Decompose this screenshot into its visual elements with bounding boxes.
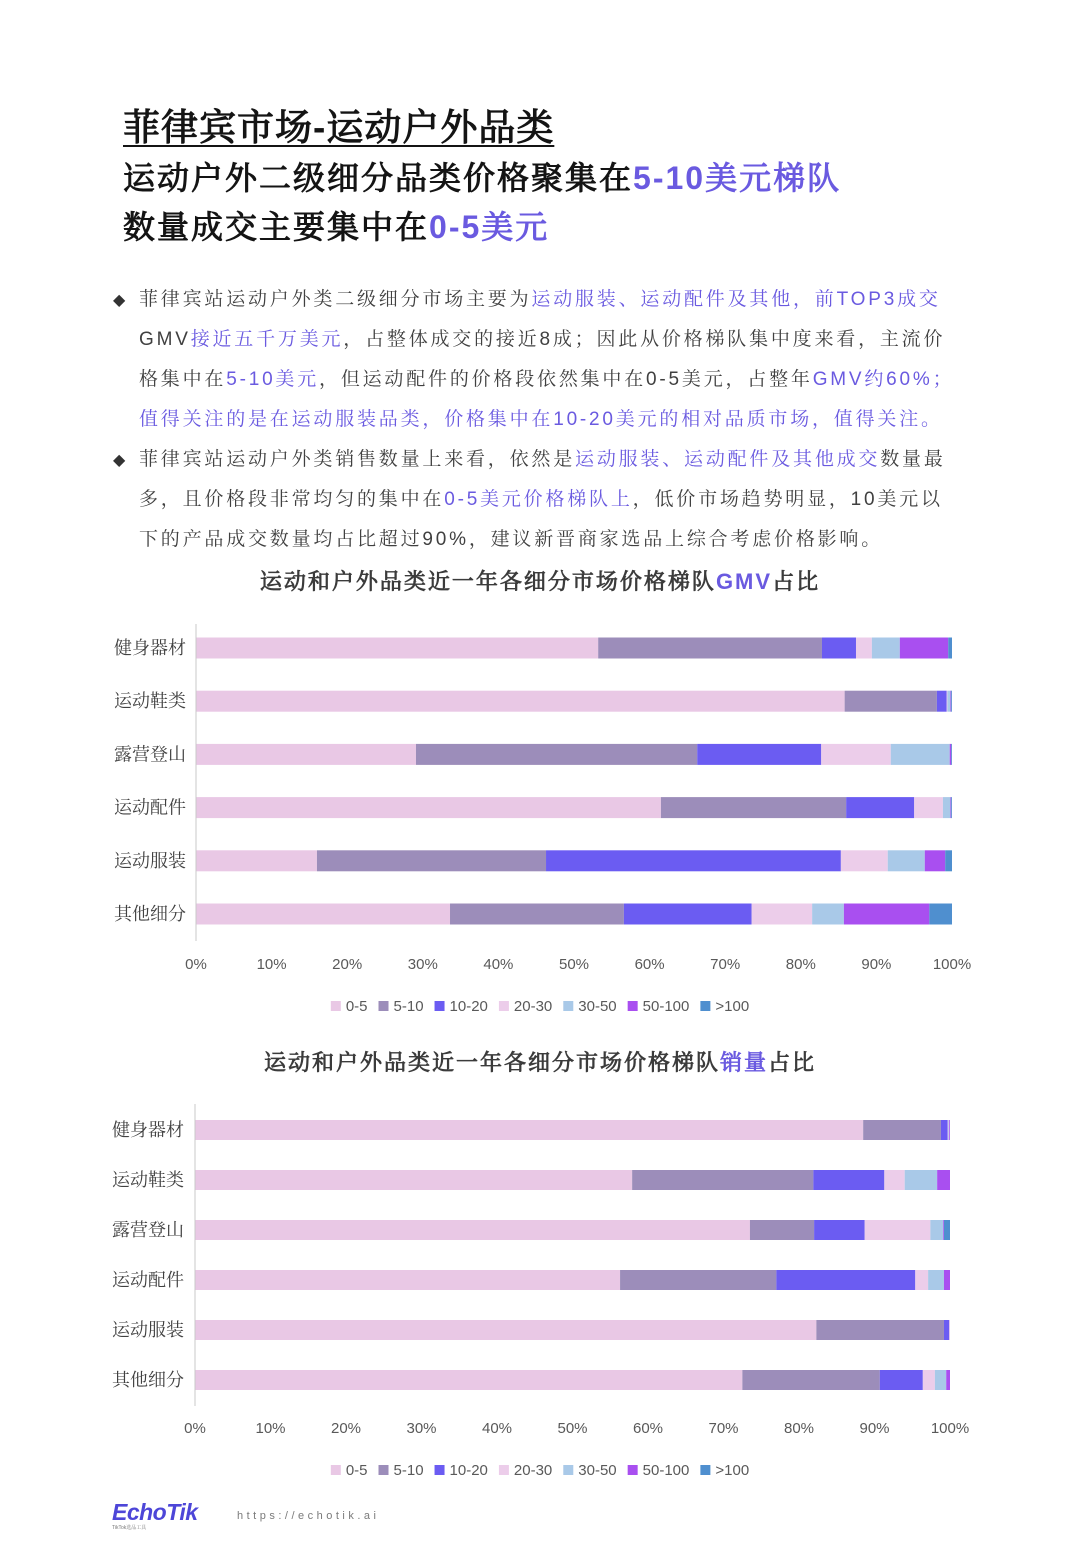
- bar-segment-c6-s4: [752, 904, 812, 925]
- bar-segment-c3-s2: [750, 1220, 814, 1240]
- bar-segment-c1-s2: [863, 1120, 941, 1140]
- category-label: 运动配件: [112, 1270, 184, 1291]
- legend-label: 0-5: [345, 1462, 368, 1479]
- x-tick-label: 70%: [708, 1420, 739, 1437]
- bar-segment-c4-s6: [950, 797, 951, 818]
- bar-segment-c1-s3: [941, 1120, 948, 1140]
- bar-segment-c3-s6: [943, 1220, 944, 1240]
- bar-segment-c5-s7: [945, 850, 952, 871]
- logo-tagline: TikTok选品工具: [112, 1525, 147, 1531]
- legend-item: [499, 1462, 552, 1479]
- highlight-text: 5-10美元梯队: [633, 160, 842, 196]
- text-run: 占比: [768, 1050, 817, 1075]
- category-label: 运动服装: [112, 1320, 184, 1341]
- legend-item: [379, 998, 424, 1015]
- bar-segment-c1-s5: [872, 638, 900, 659]
- echotik-logo: EchoTik: [112, 1499, 198, 1525]
- legend-item: [628, 1462, 690, 1479]
- sales-volume-share-chart: [112, 1104, 969, 1479]
- legend-swatch: [379, 1001, 389, 1011]
- bar-segment-c2-s1: [196, 691, 845, 712]
- x-tick-label: 30%: [406, 1420, 437, 1437]
- legend-label: >100: [715, 1462, 750, 1479]
- bar-segment-c3-s1: [195, 1220, 750, 1240]
- highlight-text: 销量: [719, 1050, 768, 1075]
- x-tick-label: 50%: [557, 1420, 588, 1437]
- legend-label: 0-5: [345, 998, 368, 1015]
- bar-segment-c4-s3: [846, 797, 914, 818]
- x-tick-label: 10%: [255, 1420, 286, 1437]
- headline-price-cluster: [123, 156, 841, 200]
- text-run: 菲律宾站运动户外类二级细分市场主要为: [139, 289, 532, 310]
- bar-segment-c4-s7: [951, 797, 952, 818]
- legend-item: [379, 1462, 424, 1479]
- bar-segment-c1-s4: [856, 638, 872, 659]
- text-run: 多，且价格段非常均匀的集中在: [139, 489, 445, 510]
- bar-segment-c6-s2: [742, 1370, 879, 1390]
- bar-segment-c4-s5: [928, 1270, 944, 1290]
- highlight-text: GMV: [715, 569, 773, 594]
- category-label: 运动鞋类: [112, 1170, 184, 1191]
- text-run: 下的产品成交数量均占比超过90%，建议新晋商家选品上综合考虑价格影响。: [139, 529, 884, 550]
- text-run: 格集中在: [139, 369, 227, 390]
- bar-segment-c5-s5: [888, 850, 925, 871]
- legend-swatch: [435, 1001, 445, 1011]
- bar-segment-c3-s7: [944, 1220, 950, 1240]
- x-tick-label: 0%: [185, 956, 207, 973]
- legend-label: 50-100: [642, 1462, 690, 1479]
- text-run: 运动和户外品类近一年各细分市场价格梯队: [259, 569, 716, 594]
- bar-segment-c5-s4: [841, 850, 888, 871]
- bar-segment-c1-s7: [948, 638, 952, 659]
- legend-swatch: [628, 1465, 638, 1475]
- text-run: 数量最: [880, 449, 946, 470]
- legend-swatch: [700, 1465, 710, 1475]
- bar-segment-c1-s6: [900, 638, 948, 659]
- diamond-bullet-icon: ◆: [113, 290, 126, 309]
- bar-segment-c6-s2: [450, 904, 624, 925]
- legend-label: 10-20: [449, 998, 488, 1015]
- highlight-text: 0-5美元: [429, 209, 550, 245]
- legend-item: [331, 998, 368, 1015]
- bar-segment-c5-s2: [317, 850, 546, 871]
- highlight-text: 运动服装、运动配件及其他，前TOP3成交: [531, 289, 941, 310]
- bar-segment-c2-s3: [813, 1170, 884, 1190]
- bar-segment-c2-s2: [632, 1170, 813, 1190]
- category-label: 露营登山: [114, 744, 186, 766]
- text-run: 占比: [772, 569, 821, 594]
- x-tick-label: 20%: [332, 956, 363, 973]
- bar-segment-c1-s1: [195, 1120, 863, 1140]
- legend-label: 20-30: [513, 998, 553, 1015]
- bar-segment-c6-s5: [935, 1370, 946, 1390]
- legend-label: >100: [715, 998, 750, 1015]
- legend-swatch: [379, 1465, 389, 1475]
- bar-segment-c3-s3: [814, 1220, 865, 1240]
- bullet-text-line: [139, 360, 954, 400]
- highlight-text: 运动服装、运动配件及其他成交: [575, 449, 881, 470]
- bar-segment-c1-s3: [822, 638, 856, 659]
- bar-segment-c3-s2: [416, 744, 697, 765]
- headline-volume-cluster: [123, 205, 549, 249]
- bullet-text-line: [139, 520, 883, 560]
- bar-segment-c3-s6: [950, 744, 952, 765]
- bar-segment-c5-s4: [949, 1320, 950, 1340]
- bar-segment-c2-s4: [884, 1170, 904, 1190]
- x-tick-label: 60%: [634, 956, 665, 973]
- text-run: ，但运动配件的价格段依然集中在0-5美元，占整年: [319, 369, 813, 390]
- highlight-text: 值得关注的是在运动服装品类，价格集中在10-20美元的相对品质市场，值得关注。: [139, 409, 943, 430]
- bar-segment-c1-s4: [948, 1120, 949, 1140]
- bullet-text-line: [139, 440, 946, 480]
- legend-label: 10-20: [449, 1462, 488, 1479]
- highlight-text: GMV约60%；: [812, 369, 955, 390]
- category-label: 露营登山: [112, 1220, 184, 1241]
- bar-segment-c6-s4: [923, 1370, 935, 1390]
- bar-segment-c4-s6: [944, 1270, 950, 1290]
- category-label: 运动鞋类: [114, 691, 186, 713]
- page-title: 菲律宾市场-运动户外品类: [123, 107, 555, 148]
- bar-segment-c1-s1: [196, 638, 598, 659]
- legend-item: [435, 1462, 488, 1479]
- bar-segment-c4-s1: [195, 1270, 620, 1290]
- bullet-text-line: [139, 480, 943, 520]
- bar-segment-c6-s3: [624, 904, 752, 925]
- bar-segment-c3-s5: [930, 1220, 943, 1240]
- bar-segment-c6-s6: [946, 1370, 950, 1390]
- highlight-text: 5-10美元: [226, 369, 320, 390]
- text-run: 运动和户外品类近一年各细分市场价格梯队: [263, 1050, 720, 1075]
- legend-label: 30-50: [578, 1462, 617, 1479]
- bar-segment-c6-s3: [880, 1370, 923, 1390]
- bullet-text-line: [139, 400, 943, 440]
- legend-item: [700, 998, 749, 1015]
- legend-item: [499, 998, 552, 1015]
- legend-swatch: [435, 1465, 445, 1475]
- category-label: 其他细分: [112, 1370, 184, 1391]
- x-tick-label: 70%: [710, 956, 741, 973]
- bar-segment-c5-s3: [546, 850, 841, 871]
- bar-segment-c2-s3: [937, 691, 947, 712]
- bar-segment-c1-s5: [948, 1120, 949, 1140]
- bar-segment-c4-s5: [943, 797, 951, 818]
- legend-swatch: [499, 1001, 509, 1011]
- bar-segment-c6-s7: [929, 904, 952, 925]
- bar-segment-c4-s4: [915, 1270, 928, 1290]
- bar-segment-c4-s2: [661, 797, 846, 818]
- x-tick-label: 90%: [859, 1420, 890, 1437]
- legend-label: 5-10: [393, 1462, 424, 1479]
- bullet-text-line: [139, 320, 945, 360]
- x-tick-label: 60%: [632, 1420, 664, 1437]
- diamond-bullet-icon: ◆: [113, 450, 126, 469]
- legend-label: 5-10: [393, 998, 424, 1015]
- category-label: 健身器材: [114, 638, 186, 659]
- bar-segment-c4-s3: [776, 1270, 915, 1290]
- bar-segment-c2-s5: [947, 691, 950, 712]
- bar-segment-c6-s1: [195, 1370, 742, 1390]
- legend-swatch: [563, 1001, 573, 1011]
- bar-segment-c3-s4: [865, 1220, 931, 1240]
- category-label: 运动服装: [114, 850, 186, 872]
- highlight-text: 接近五千万美元: [190, 329, 344, 350]
- bar-segment-c5-s1: [196, 850, 317, 871]
- legend-swatch: [563, 1465, 573, 1475]
- legend: [331, 998, 749, 1015]
- legend-swatch: [700, 1001, 710, 1011]
- bar-segment-c1-s6: [949, 1120, 950, 1140]
- bar-segment-c2-s7: [951, 691, 952, 712]
- x-tick-label: 20%: [330, 1420, 362, 1437]
- x-tick-label: 100%: [932, 956, 972, 973]
- bar-segment-c2-s4: [947, 691, 948, 712]
- highlight-text: 0-5美元价格梯队上: [444, 489, 633, 510]
- category-label: 运动配件: [114, 797, 186, 819]
- bar-segment-c3-s3: [697, 744, 821, 765]
- gmv-chart-title: [0, 567, 1080, 597]
- text-run: ，低价市场趋势明显，10美元以: [632, 489, 943, 510]
- bar-segment-c2-s5: [905, 1170, 937, 1190]
- x-tick-label: 80%: [783, 1420, 815, 1437]
- text-run: ，占整体成交的接近8成；因此从价格梯队集中度来看，主流价: [343, 329, 946, 350]
- bar-segment-c4-s4: [914, 797, 943, 818]
- legend-label: 30-50: [578, 998, 617, 1015]
- bar-segment-c6-s1: [196, 904, 450, 925]
- bar-segment-c5-s1: [195, 1320, 816, 1340]
- bar-segment-c5-s6: [925, 850, 945, 871]
- x-tick-label: 100%: [930, 1420, 970, 1437]
- bar-segment-c3-s7: [951, 744, 952, 765]
- gmv-share-chart: [114, 624, 971, 1015]
- legend-swatch: [499, 1465, 509, 1475]
- footer-url: https://echotik.ai: [237, 1510, 380, 1522]
- bar-segment-c2-s1: [195, 1170, 632, 1190]
- bar-segment-c1-s2: [598, 638, 822, 659]
- bar-segment-c6-s5: [812, 904, 844, 925]
- bar-segment-c5-s3: [944, 1320, 949, 1340]
- bar-segment-c2-s6: [937, 1170, 950, 1190]
- legend: [331, 1462, 749, 1479]
- legend-item: [700, 1462, 749, 1479]
- bar-segment-c5-s2: [816, 1320, 944, 1340]
- category-label: 其他细分: [114, 904, 186, 925]
- x-tick-label: 40%: [481, 1420, 513, 1437]
- legend-swatch: [331, 1001, 341, 1011]
- x-tick-label: 10%: [256, 956, 287, 973]
- legend-swatch: [331, 1465, 341, 1475]
- text-run: GMV: [139, 329, 191, 350]
- category-label: 健身器材: [112, 1120, 184, 1141]
- legend-item: [628, 998, 690, 1015]
- text-run: 菲律宾站运动户外类销售数量上来看，依然是: [139, 449, 576, 470]
- bullet-text-line: [139, 280, 941, 320]
- bar-segment-c4-s2: [620, 1270, 776, 1290]
- bar-segment-c3-s5: [891, 744, 950, 765]
- legend-item: [331, 1462, 368, 1479]
- bar-segment-c6-s6: [844, 904, 929, 925]
- legend-item: [563, 1462, 616, 1479]
- x-tick-label: 80%: [785, 956, 816, 973]
- legend-item: [563, 998, 616, 1015]
- legend-item: [435, 998, 488, 1015]
- bar-segment-c2-s2: [845, 691, 937, 712]
- bar-segment-c4-s1: [196, 797, 661, 818]
- legend-swatch: [628, 1001, 638, 1011]
- bar-segment-c2-s6: [950, 691, 951, 712]
- text-run: 数量成交主要集中在: [123, 209, 430, 245]
- legend-label: 50-100: [642, 998, 690, 1015]
- x-tick-label: 90%: [861, 956, 892, 973]
- bar-segment-c3-s1: [196, 744, 416, 765]
- x-tick-label: 0%: [184, 1420, 206, 1437]
- legend-label: 20-30: [513, 1462, 553, 1479]
- text-run: 运动户外二级细分品类价格聚集在: [123, 160, 634, 196]
- x-tick-label: 40%: [483, 956, 514, 973]
- x-tick-label: 50%: [558, 956, 590, 973]
- volume-chart-title: [0, 1048, 1080, 1078]
- x-tick-label: 30%: [407, 956, 438, 973]
- bar-segment-c3-s4: [821, 744, 891, 765]
